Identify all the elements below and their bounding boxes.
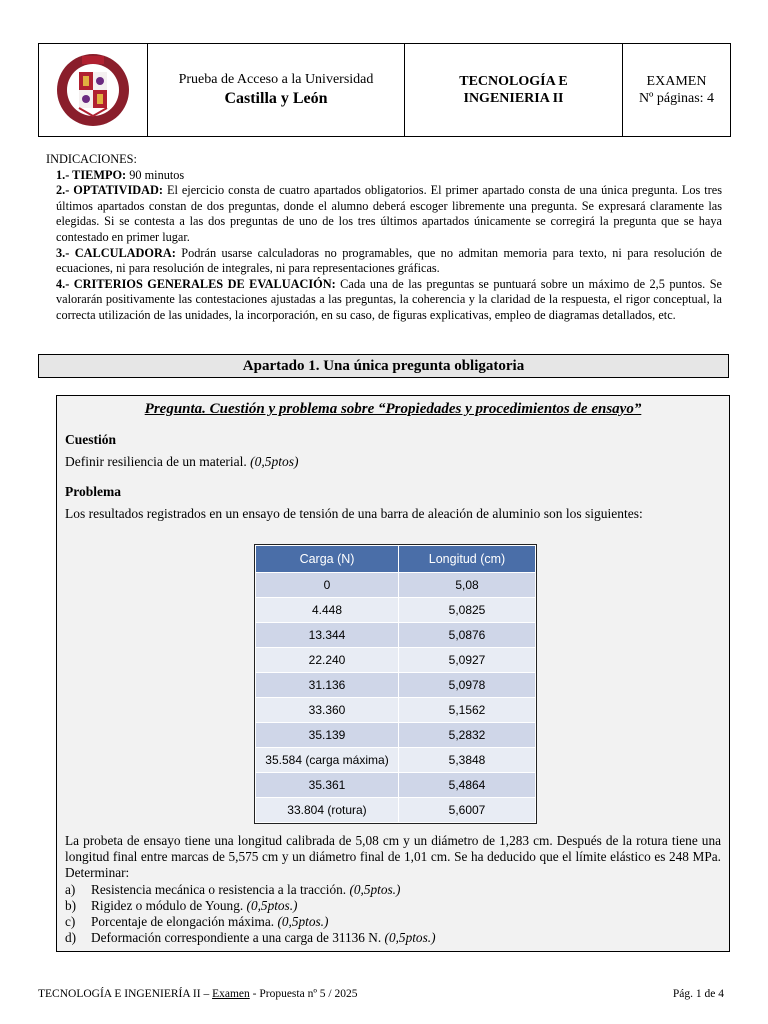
problem-data: La probeta de ensayo tiene una longitud calibrada de 5,08 cm y un diámetro de 1,283 cm. Después de la rotura tiene una longitud final entre marcas de 5,575 cm y un diámetro final de 1,01 cm. Se ha deducido que el límite elástico es 248 MPa. Determinar: [65,833,721,881]
footer-proposal: - Propuesta nº 5 / 2025 [249,988,358,1000]
question-box [56,395,730,952]
cuestion-heading: Cuestión [65,432,117,447]
page-footer [38,988,724,1000]
cell-carga: 22.240 [256,648,399,673]
cell-carga: 33.360 [256,698,399,723]
problema-text: Los resultados registrados en un ensayo de tensión de una barra de aleación de aluminio son los siguientes: [65,506,643,521]
cell-carga: 13.344 [256,623,399,648]
cell-carga: 35.361 [256,773,399,798]
item-points: (0,5ptos.) [246,897,298,913]
footer-page-number: Pág. 1 de 4 [672,988,724,1000]
footer-left [38,988,357,1000]
instruction-item [46,183,722,245]
table-row [256,673,536,698]
instruction-label: 4.- CRITERIOS GENERALES DE EVALUACIÓN: [56,276,336,291]
instruction-text: El ejercicio consta de cuatro apartados obligatorios. El primer apartado consta de una única pregunta. Los tres últimos apartados constan de dos preguntas, donde el alumno deberá escoger libremente una pregunta. Se expresará claramente las elegidas. Si se contesta a las dos preguntas de uno de los tres últimos apartados únicamente se corregirá la pregunta que se haya contestado en primer lugar. [56,183,722,244]
table-row [256,798,536,823]
item-points: (0,5ptos.) [349,881,401,897]
cell-longitud: 5,0876 [399,623,536,648]
cell-longitud: 5,4864 [399,773,536,798]
table-row [256,748,536,773]
university-seal-logo [55,50,131,130]
section-heading: Apartado 1. Una única pregunta obligatoria [38,354,729,378]
instruction-item [46,168,722,184]
exam-line1: EXAMEN [646,74,707,89]
subject-line1: TECNOLOGÍA E [459,74,568,89]
cell-longitud: 5,0978 [399,673,536,698]
problema-heading: Problema [65,484,121,499]
item-label: a) [65,881,76,897]
subject-cell [405,44,623,136]
table-row [256,648,536,673]
cell-longitud: 5,08 [399,573,536,598]
exam-line2: Nº páginas: 4 [638,91,715,106]
instruction-label: 2.- OPTATIVIDAD: [56,183,163,198]
cell-longitud: 5,1562 [399,698,536,723]
item-text: Porcentaje de elongación máxima. [91,914,278,930]
problem-item [65,882,721,898]
cuestion-text [65,454,721,470]
problem-item [65,930,721,946]
cell-longitud: 5,3848 [399,748,536,773]
subject-line2: INGENIERIA II [463,91,564,106]
cell-carga: 33.804 (rotura) [256,798,399,823]
logo-cell [39,44,148,136]
instructions [46,152,722,324]
table-row [256,773,536,798]
footer-subject: TECNOLOGÍA E INGENIERÍA II – [38,988,213,1000]
university-line1: Prueba de Acceso a la Universidad [178,72,374,87]
item-label: c) [65,914,76,930]
instruction-label: 1.- TIEMPO: [56,167,127,182]
cell-longitud: 5,6007 [399,798,536,823]
item-label: b) [65,897,77,913]
table-row [256,723,536,748]
cell-carga: 4.448 [256,598,399,623]
table-row [256,698,536,723]
item-text: Resistencia mecánica o resistencia a la tracción. [91,881,350,897]
instructions-title: INDICACIONES: [46,152,137,166]
question-title: Pregunta. Cuestión y problema sobre “Propiedades y procedimientos de ensayo” [144,401,642,417]
instruction-text: Podrán usarse calculadoras no programables, que no admitan memoria para texto, ni para resolución de ecuaciones, ni para resolución de integrales, ni para representaciones gráficas. [56,245,723,276]
cell-longitud: 5,0825 [399,598,536,623]
exam-cell [623,44,730,136]
instruction-item [46,246,722,277]
column-header-longitud: Longitud (cm) [399,546,536,573]
instruction-label: 3.- CALCULADORA: [56,245,176,260]
item-text: Deformación correspondiente a una carga de 31136 N. [91,930,385,946]
cell-carga: 35.584 (carga máxima) [256,748,399,773]
cuestion-points: (0,5ptos) [250,454,299,469]
problem-item [65,914,721,930]
instruction-item [46,277,722,324]
cuestion-statement: Definir resiliencia de un material. [65,454,251,469]
table-row [256,573,536,598]
cell-carga: 31.136 [256,673,399,698]
cell-longitud: 5,2832 [399,723,536,748]
item-points: (0,5ptos.) [277,914,329,930]
table-header-row [256,546,536,573]
cell-carga: 0 [256,573,399,598]
item-label: d) [65,930,77,946]
university-line2: Castilla y León [224,90,328,107]
cell-longitud: 5,0927 [399,648,536,673]
instruction-text: 90 minutos [126,167,185,182]
item-points: (0,5ptos.) [384,930,436,946]
problem-item [65,898,721,914]
problem-statement [65,833,721,946]
cell-carga: 35.139 [256,723,399,748]
university-cell [148,44,405,136]
test-results-table [255,545,536,823]
footer-exam: Examen [212,988,250,1000]
item-text: Rigidez o módulo de Young. [91,897,247,913]
table-row [256,623,536,648]
column-header-carga: Carga (N) [256,546,399,573]
exam-header [38,43,731,137]
instruction-text: Cada una de las preguntas se puntuará sobre un máximo de 2,5 puntos. Se valorarán positivamente las contestaciones ajustadas a las preguntas, la coherencia y la claridad de la respuesta, el rigor conceptual, la correcta utilización de las unidades, la incorporación, en su caso, de figuras explicativas, empleo de diagramas detallados, etc. [56,276,722,322]
table-row [256,598,536,623]
